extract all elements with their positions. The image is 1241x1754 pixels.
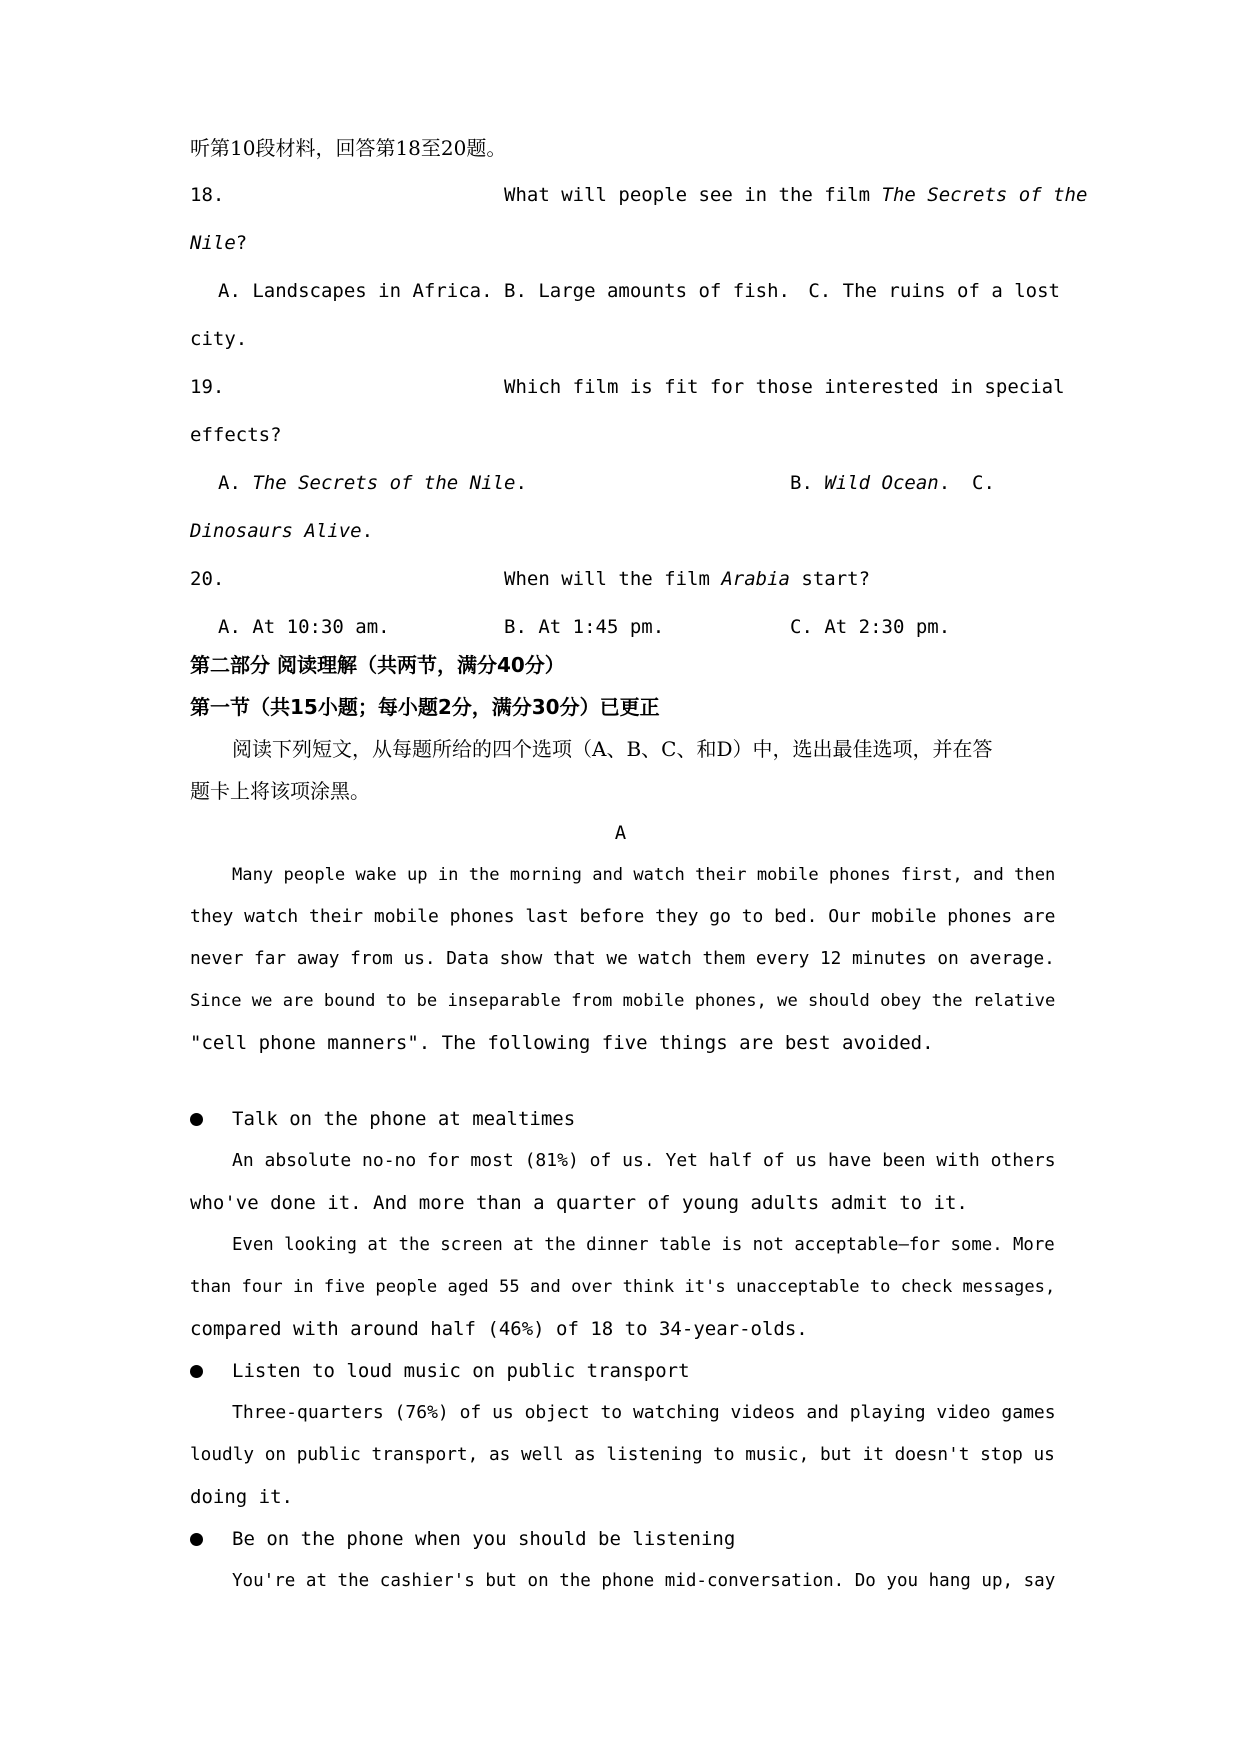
passage-p1-line2: they watch their mobile phones last before they go to bed. Our mobile phones are bbox=[190, 906, 1056, 927]
q19-option-b bbox=[790, 470, 950, 496]
instructions-line1: 阅读下列短文，从每题所给的四个选项（A、B、C、和D）中，选出最佳选项，并在答 bbox=[232, 737, 993, 761]
bullet-heading-1: Talk on the phone at mealtimes bbox=[232, 1108, 576, 1130]
passage-p4-line1: Three-quarters (76%) of us object to watching videos and playing video games bbox=[232, 1402, 1056, 1423]
q20-number: 20. bbox=[190, 568, 225, 590]
q19-number: 19. bbox=[190, 376, 225, 398]
passage-p5-line1: You're at the cashier's but on the phone mid-conversation. Do you hang up, say bbox=[232, 1571, 1056, 1591]
passage-p2-line1: An absolute no-no for most (81%) of us. Yet half of us have been with others bbox=[232, 1150, 1056, 1171]
q19-option-b-title: Wild Ocean bbox=[824, 472, 939, 494]
q20-stem bbox=[504, 566, 870, 592]
passage-p1-line1: Many people wake up in the morning and watch their mobile phones first, and then bbox=[232, 865, 1056, 885]
bullet-heading-3: Be on the phone when you should be listening bbox=[232, 1528, 736, 1550]
q19-option-a-label: A. bbox=[218, 472, 253, 494]
q19-option-c-title: Dinosaurs Alive bbox=[190, 520, 362, 542]
q18-stem-cont bbox=[190, 230, 247, 256]
q19-option-c-label: C. bbox=[972, 472, 995, 494]
q18-stem-text: What will people see in the film bbox=[504, 184, 882, 206]
q19-option-c bbox=[190, 518, 373, 544]
q19-stem: Which film is fit for those interested in special bbox=[504, 376, 1065, 398]
part2-title: 第二部分 阅读理解（共两节，满分40分） bbox=[190, 653, 565, 677]
q18-option-a: A. Landscapes in Africa. bbox=[218, 280, 493, 302]
q19-stem-cont: effects? bbox=[190, 424, 282, 446]
instructions-line2: 题卡上将该项涂黑。 bbox=[190, 779, 370, 803]
bullet-heading-2: Listen to loud music on public transport bbox=[232, 1360, 690, 1382]
passage-p2-line2: who've done it. And more than a quarter of young adults admit to it. bbox=[190, 1192, 968, 1214]
bullet-dot bbox=[190, 1533, 203, 1546]
q19-option-a-period: . bbox=[515, 472, 527, 494]
q19-option-a-title: The Secrets of the Nile bbox=[252, 472, 516, 494]
passage-letter: A bbox=[614, 822, 627, 844]
passage-p1-line3: never far away from us. Data show that we watch them every 12 minutes on average. bbox=[190, 949, 1055, 969]
listening-instruction: 听第10段材料，回答第18至20题。 bbox=[190, 136, 507, 160]
q19-option-b-label: B. bbox=[790, 472, 825, 494]
passage-p1-line4: Since we are bound to be inseparable from mobile phones, we should obey the relative bbox=[190, 991, 1056, 1011]
bullet-dot bbox=[190, 1365, 203, 1378]
q19-option-a bbox=[218, 470, 527, 496]
q20-stem-end: start? bbox=[789, 568, 871, 590]
q20-film-title: Arabia bbox=[721, 568, 790, 590]
q18-stem bbox=[504, 182, 1087, 208]
q20-option-c: C. At 2:30 pm. bbox=[790, 616, 951, 638]
q20-option-a: A. At 10:30 am. bbox=[218, 616, 390, 638]
q20-stem-text: When will the film bbox=[504, 568, 722, 590]
passage-p3-line2: than four in five people aged 55 and over think it's unacceptable to check messages, bbox=[190, 1277, 1056, 1297]
passage-p3-line3: compared with around half (46%) of 18 to 34-year-olds. bbox=[190, 1318, 808, 1340]
passage-p1-line5: "cell phone manners". The following five things are best avoided. bbox=[190, 1032, 934, 1054]
q18-film-title-cont: Nile bbox=[190, 232, 236, 254]
q19-option-b-period: . bbox=[938, 472, 951, 494]
passage-p4-line2: loudly on public transport, as well as listening to music, but it doesn't stop us bbox=[190, 1445, 1055, 1465]
q20-option-b: B. At 1:45 pm. bbox=[504, 616, 665, 638]
q18-film-title: The Secrets of the bbox=[881, 184, 1088, 206]
q18-option-b: B. Large amounts of fish. bbox=[504, 280, 790, 302]
section1-title: 第一节（共15小题；每小题2分，满分30分）已更正 bbox=[190, 695, 660, 719]
q19-option-c-period: . bbox=[361, 520, 374, 542]
q18-option-c-cont: city. bbox=[190, 328, 248, 350]
passage-p3-line1: Even looking at the screen at the dinner table is not acceptable—for some. More bbox=[232, 1235, 1055, 1255]
bullet-dot bbox=[190, 1113, 203, 1126]
q18-option-c: C. The ruins of a lost bbox=[808, 280, 1060, 302]
passage-p4-line3: doing it. bbox=[190, 1486, 293, 1508]
q18-number: 18. bbox=[190, 184, 225, 206]
q18-question-mark: ? bbox=[235, 232, 248, 254]
